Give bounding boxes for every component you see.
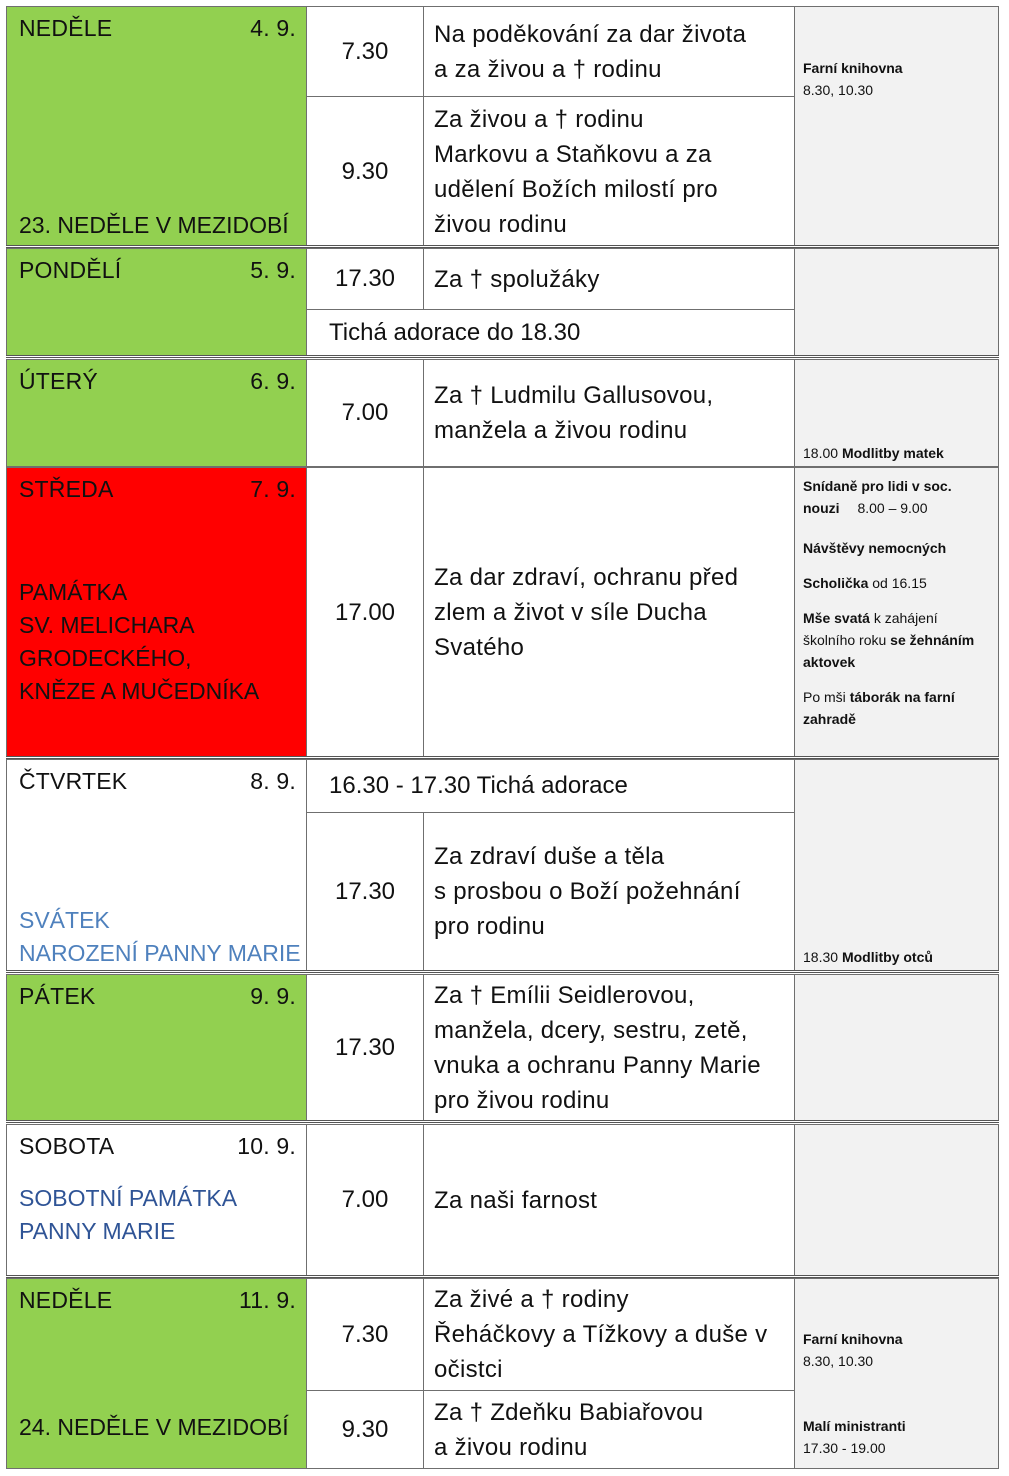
day-cell-monday (6, 248, 307, 357)
day-date: 6. 9. (250, 368, 296, 394)
day-name: STŘEDA (19, 476, 114, 502)
day-date: 7. 9. (250, 476, 296, 502)
mass-time: 7.30 (306, 6, 424, 97)
mass-intention: Za † Ludmilu Gallusovou, manžela a živou rodinu (423, 359, 795, 467)
mass-intention: Za † Zdeňku Babiařovou a živou rodinu (423, 1390, 795, 1469)
feast-label: 24. NEDĚLE V MEZIDOBÍ (19, 1414, 289, 1440)
day-name: PONDĚLÍ (19, 257, 122, 283)
mass-time: 17.30 (306, 248, 424, 310)
day-cell-thursday (6, 759, 307, 971)
notes-cell (794, 974, 999, 1121)
mass-time: 7.00 (306, 359, 424, 467)
day-cell-friday (6, 974, 307, 1121)
day-cell-sunday-1 (6, 6, 307, 247)
notes-cell (794, 248, 999, 357)
day-date: 4. 9. (250, 15, 296, 41)
mass-intention: Za živé a † rodiny Řeháčkovy a Tížkovy a duše v očistci (423, 1278, 795, 1391)
day-cell-tuesday (6, 359, 307, 467)
notes-cell (794, 1124, 999, 1276)
notes-cell: 18.00 Modlitby matek (794, 359, 999, 467)
day-cell-saturday (6, 1124, 307, 1276)
feast-label: 23. NEDĚLE V MEZIDOBÍ (19, 212, 289, 238)
mass-intention: Na poděkování za dar života a za živou a † rodinu (423, 6, 795, 97)
mass-intention: Za naši farnost (423, 1124, 795, 1276)
feast-label: PAMÁTKA SV. MELICHARA GRODECKÉHO, KNĚZE A MUČEDNÍKA (19, 579, 260, 704)
day-name: ÚTERÝ (19, 368, 98, 394)
mass-intention: Za živou a † rodinu Markovu a Staňkovu a za udělení Božích milostí pro živou rodinu (423, 96, 795, 247)
day-name: SOBOTA (19, 1133, 115, 1159)
notes-cell: Farní knihovna 8.30, 10.30 Malí ministranti 17.30 - 19.00 (794, 1278, 999, 1469)
mass-time: 17.30 (306, 812, 424, 971)
notes-cell: Farní knihovna 8.30, 10.30 (794, 6, 999, 247)
mass-intention: Za zdraví duše a těla s prosbou o Boží požehnání pro rodinu (423, 812, 795, 971)
notes-cell: 18.30 Modlitby otců (794, 759, 999, 971)
mass-time: 17.30 (306, 974, 424, 1121)
mass-time: 9.30 (306, 96, 424, 247)
mass-intention: Za † spolužáky (423, 248, 795, 310)
adoration-banner: 16.30 - 17.30 Tichá adorace (306, 759, 795, 813)
mass-time: 9.30 (306, 1390, 424, 1469)
day-date: 8. 9. (250, 768, 296, 794)
adoration-banner: Tichá adorace do 18.30 (306, 309, 795, 357)
day-name: ČTVRTEK (19, 768, 128, 794)
day-date: 5. 9. (250, 257, 296, 283)
mass-intention: Za dar zdraví, ochranu před zlem a život v síle Ducha Svatého (423, 467, 795, 758)
mass-time: 7.00 (306, 1124, 424, 1276)
day-name: NEDĚLE (19, 1287, 113, 1313)
day-name: PÁTEK (19, 983, 96, 1009)
mass-time: 7.30 (306, 1278, 424, 1391)
day-cell-wednesday (6, 467, 307, 758)
day-date: 9. 9. (250, 983, 296, 1009)
feast-label: SOBOTNÍ PAMÁTKA PANNY MARIE (19, 1185, 238, 1244)
notes-cell: Snídaně pro lidi v soc. nouzi 8.00 – 9.00 Návštěvy nemocných Scholička od 16.15 Mše svatá k zahájení školního roku se žehnáním aktovek Po mši táborák na farní zahradě (794, 467, 999, 758)
mass-intention: Za † Emílii Seidlerovou, manžela, dcery, sestru, zetě, vnuka a ochranu Panny Marie pro živou rodinu (423, 974, 795, 1121)
day-name: NEDĚLE (19, 15, 113, 41)
day-date: 10. 9. (237, 1133, 296, 1159)
day-date: 11. 9. (238, 1287, 296, 1313)
day-cell-sunday-2 (6, 1278, 307, 1469)
feast-label: SVÁTEK NAROZENÍ PANNY MARIE (19, 907, 301, 966)
mass-time: 17.00 (306, 467, 424, 758)
